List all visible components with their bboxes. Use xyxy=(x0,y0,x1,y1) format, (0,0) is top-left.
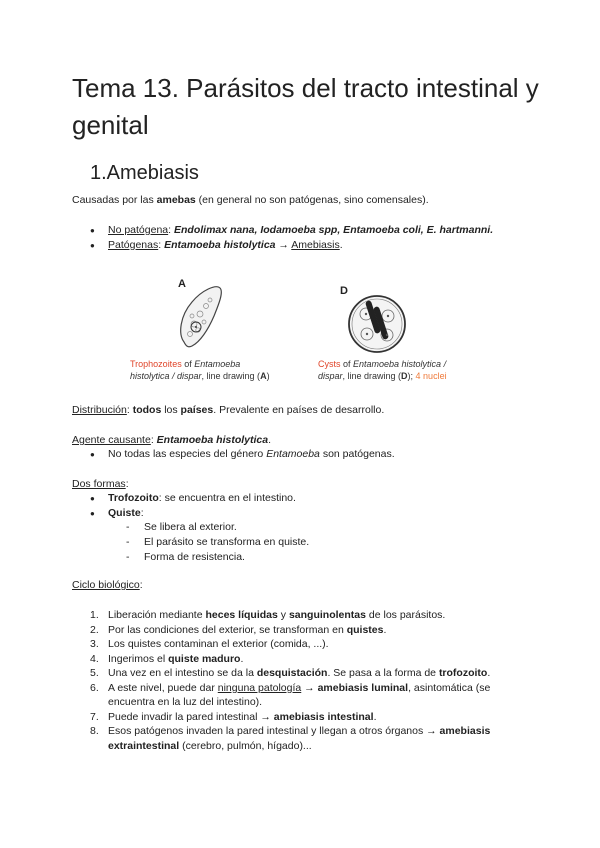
step-text: desquistación xyxy=(256,667,328,679)
amoeba-figure xyxy=(120,272,500,368)
agent-paragraph: Agente causante: Entamoeba histolytica. xyxy=(72,434,272,446)
step-number: 8. xyxy=(90,725,99,737)
page-title: Tema 13. Parásitos del tracto intestinal y genital xyxy=(72,73,539,140)
list-item: ● Trofozoito: se encuentra en el intestino. xyxy=(90,491,296,506)
step-text: . xyxy=(487,667,491,679)
list-item: ● No patógena: Endolimax nana, Iodamoeba spp, Entamoeba coli, E. hartmanni. xyxy=(90,223,493,238)
step-text: Liberación mediante xyxy=(108,609,206,621)
forms-list xyxy=(90,491,296,521)
pathogen-list xyxy=(90,223,493,253)
step-text: . xyxy=(383,623,387,636)
cycle-step xyxy=(90,710,530,725)
step-text: amebiasis intestinal xyxy=(273,710,374,723)
step-text: . xyxy=(373,710,377,723)
section-heading: 1.Amebiasis xyxy=(90,162,199,184)
step-text: , asintomática (se encuentra en la luz del intestino). xyxy=(108,681,491,708)
step-text: trofozoito xyxy=(438,667,488,679)
cycle-list xyxy=(90,608,530,753)
agent-note-list xyxy=(90,447,395,462)
step-text: Puede invadir la pared intestinal → xyxy=(108,710,274,723)
cycle-step xyxy=(90,637,530,652)
step-text: quiste maduro xyxy=(168,652,241,665)
list-item: - Se libera al exterior. xyxy=(126,520,309,535)
list-item: - El parásito se transforma en quiste. xyxy=(126,535,309,550)
step-text: sanguinolentas xyxy=(288,609,366,621)
cycle-heading: Ciclo biológico: xyxy=(72,579,143,591)
step-text: Esos patógenos invaden la pared intestinal y llegan a otros órganos → xyxy=(108,725,440,737)
step-text: heces líquidas xyxy=(205,609,278,621)
intro-paragraph: Causadas por las amebas (en general no son patógenas, sino comensales). xyxy=(72,194,429,206)
forms-heading: Dos formas: xyxy=(72,478,129,490)
figure-caption-left: Trophozoites of Entamoeba histolytica / dispar, line drawing (A) xyxy=(130,359,270,381)
list-item: ● Quiste: xyxy=(90,506,296,521)
cycle-step xyxy=(90,666,530,681)
trophozoite-drawing xyxy=(181,287,222,347)
cycle-step xyxy=(90,608,530,623)
figure-letter-a: A xyxy=(178,278,186,290)
step-text: Los quistes contaminan el exterior (comida, ...). xyxy=(108,638,329,650)
step-text: → xyxy=(301,681,318,694)
step-text: amebiasis luminal xyxy=(317,681,409,694)
figure-letter-d: D xyxy=(340,285,348,297)
step-text: (cerebro, pulmón, hígado)... xyxy=(179,739,312,752)
step-text: . Se pasa a la forma de xyxy=(327,667,439,679)
step-text: Ingerimos el xyxy=(108,652,169,665)
cycle-step xyxy=(90,724,530,753)
list-item: ● Patógenas: Entamoeba histolytica → Amebiasis. xyxy=(90,238,493,253)
distribution-paragraph: Distribución: todos los países. Prevalente en países de desarrollo. xyxy=(72,404,385,416)
step-number: 7. xyxy=(90,710,99,723)
cycle-step xyxy=(90,623,530,638)
step-text: amebiasis extraintestinal xyxy=(108,725,491,752)
step-number: 6. xyxy=(90,681,99,694)
step-number: 4. xyxy=(90,652,99,665)
figure-caption-right: Cysts of Entamoeba histolytica / dispar, line drawing (D); 4 nuclei xyxy=(318,359,447,381)
step-text: quistes xyxy=(346,623,384,636)
list-item: - Forma de resistencia. xyxy=(126,550,309,565)
step-text: y xyxy=(277,609,289,621)
step-text: de los parásitos. xyxy=(365,609,446,621)
cycle-step xyxy=(90,652,530,667)
step-text: Por las condiciones del exterior, se transforman en xyxy=(108,623,347,636)
step-number: 5. xyxy=(90,667,99,679)
step-number: 2. xyxy=(90,623,99,636)
step-text: A este nivel, puede dar xyxy=(108,681,218,694)
quiste-details-list xyxy=(126,520,309,565)
step-text: . xyxy=(240,652,244,665)
step-number: 1. xyxy=(90,609,99,621)
step-text: ninguna patología xyxy=(217,681,302,694)
cyst-drawing xyxy=(349,296,405,352)
cycle-step xyxy=(90,681,530,710)
list-item: ● No todas las especies del género Entamoeba son patógenas. xyxy=(90,447,395,462)
step-number: 3. xyxy=(90,638,99,650)
step-text: Una vez en el intestino se da la xyxy=(108,667,257,679)
